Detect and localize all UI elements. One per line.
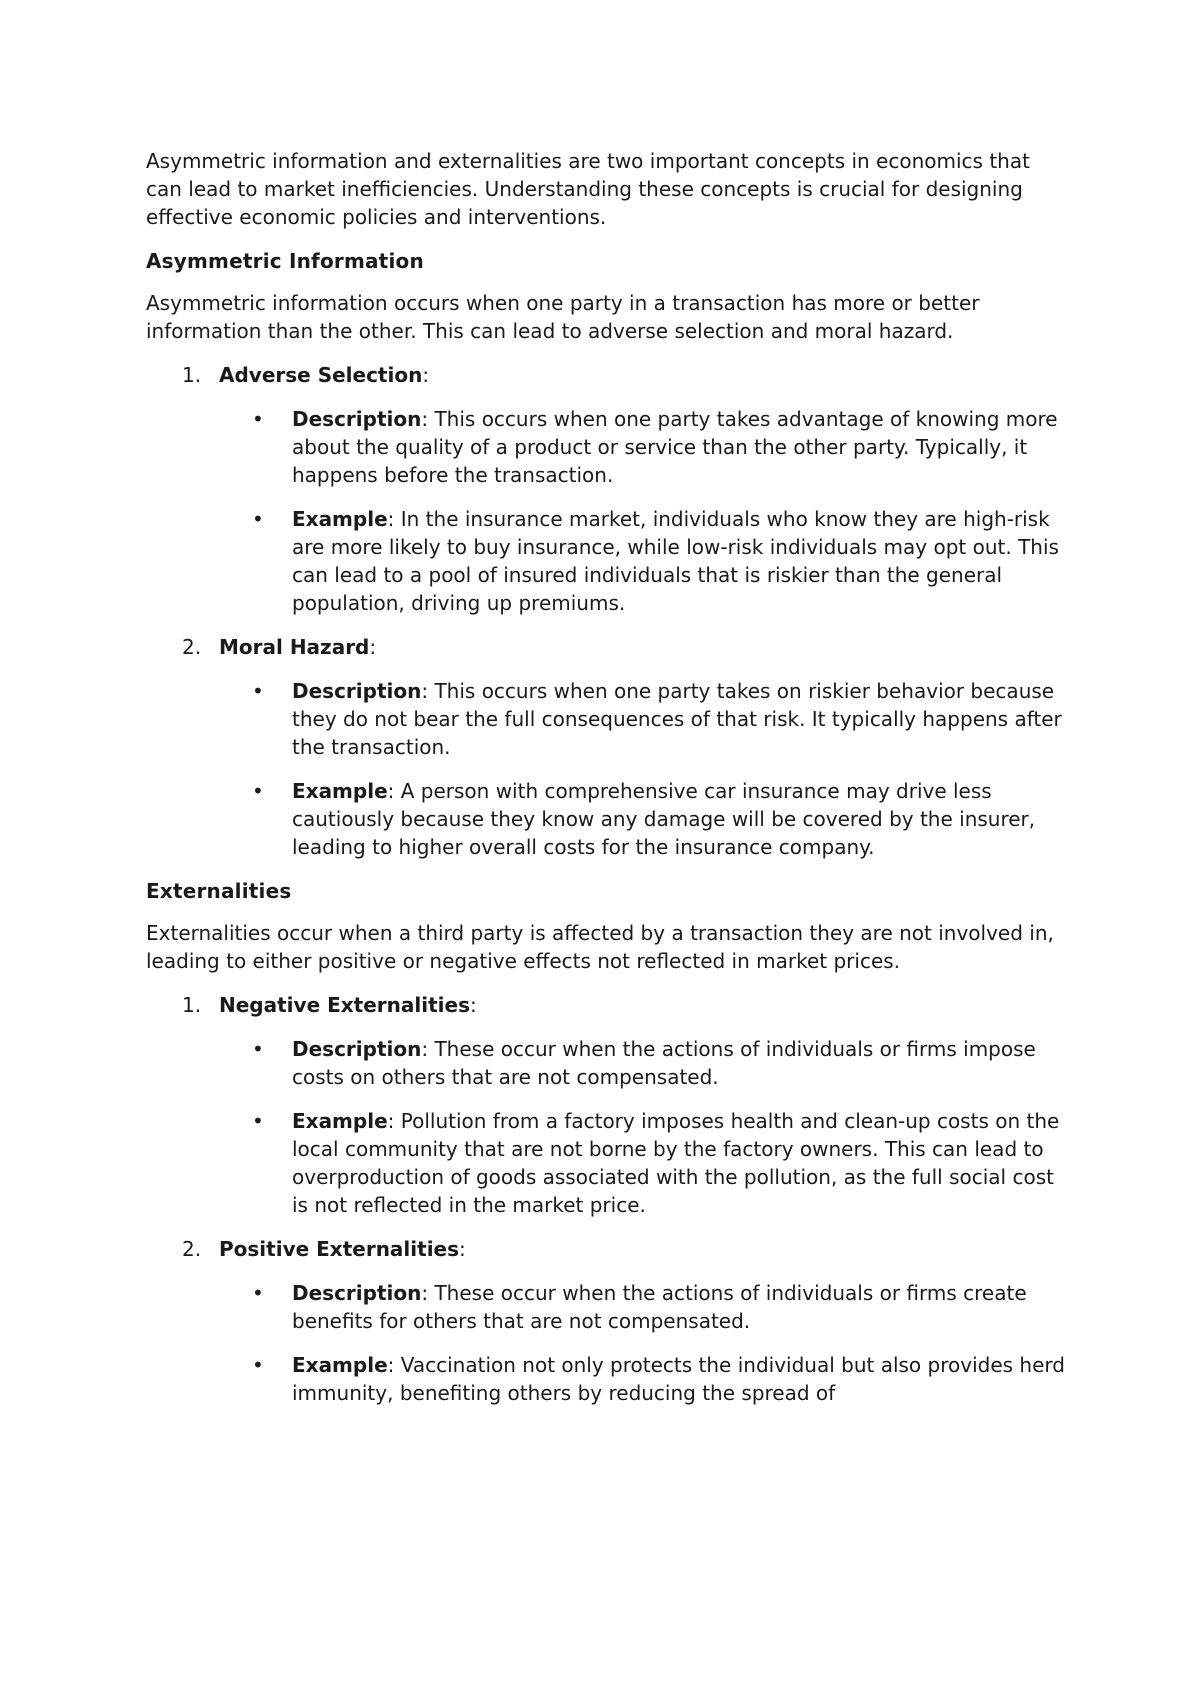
bullet-text: These occur when the actions of individuals or firms create benefits for others that are not compensated.	[292, 1281, 1027, 1333]
bullet-list	[219, 677, 1066, 861]
bullet-text: This occurs when one party takes on riskier behavior because they do not bear the full consequences of that risk. It typically happens after the transaction.	[292, 679, 1062, 759]
bullet-label: Example	[292, 779, 388, 803]
bullet-text: Pollution from a factory imposes health and clean-up costs on the local community that are not borne by the factory owners. This can lead to overproduction of goods associated with the pollution, as the full social cost is not reflected in the market price.	[292, 1109, 1060, 1217]
bullet-description: • Description: This occurs when one party takes advantage of knowing more about the quality of a product or service than the other party. Typically, it happens before the transaction.	[252, 407, 1058, 487]
bullet-list	[219, 405, 1066, 617]
asymmetric-information-paragraph: Asymmetric information occurs when one party in a transaction has more or better information than the other. This can lead to adverse selection and moral hazard.	[146, 291, 980, 343]
bullet-list	[219, 1279, 1066, 1407]
bullet-icon: •	[252, 1109, 264, 1133]
subsection-title: Adverse Selection:	[219, 363, 430, 387]
bullet-label: Description	[292, 407, 422, 431]
document-page	[146, 147, 1066, 1423]
bullet-label: Example	[292, 1109, 388, 1133]
bullet-label: Example	[292, 507, 388, 531]
bullet-description: • Description: These occur when the actions of individuals or firms impose costs on others that are not compensated.	[252, 1037, 1036, 1089]
bullet-text: Vaccination not only protects the individual but also provides herd immunity, benefiting others by reducing the spread of	[292, 1353, 1065, 1405]
bullet-example: • Example: In the insurance market, individuals who know they are high-risk are more likely to buy insurance, while low-risk individuals may opt out. This can lead to a pool of insured individuals that is riskier than the general population, driving up premiums.	[252, 507, 1059, 615]
list-item-moral-hazard	[146, 633, 1066, 861]
externalities-paragraph: Externalities occur when a third party is affected by a transaction they are not involved in, leading to either positive or negative effects not reflected in market prices.	[146, 921, 1054, 973]
asymmetric-information-list	[146, 361, 1066, 861]
bullet-icon: •	[252, 1281, 264, 1305]
subsection-title: Moral Hazard:	[219, 635, 377, 659]
list-number: 1.	[182, 363, 202, 387]
subsection-title: Positive Externalities:	[219, 1237, 466, 1261]
bullet-text: These occur when the actions of individuals or firms impose costs on others that are not compensated.	[292, 1037, 1036, 1089]
bullet-icon: •	[252, 779, 264, 803]
bullet-icon: •	[252, 1037, 264, 1061]
bullet-list	[219, 1035, 1066, 1219]
bullet-icon: •	[252, 407, 264, 431]
bullet-text: In the insurance market, individuals who know they are high-risk are more likely to buy insurance, while low-risk individuals may opt out. This can lead to a pool of insured individuals that is riskier than the general population, driving up premiums.	[292, 507, 1059, 615]
bullet-label: Description	[292, 679, 422, 703]
bullet-label: Example	[292, 1353, 388, 1377]
list-number: 2.	[182, 635, 202, 659]
list-number: 2.	[182, 1237, 202, 1261]
bullet-example: • Example: Pollution from a factory imposes health and clean-up costs on the local community that are not borne by the factory owners. This can lead to overproduction of goods associated with the pollution, as the full social cost is not reflected in the market price.	[252, 1109, 1060, 1217]
section-heading-externalities: Externalities	[146, 879, 292, 903]
bullet-description: • Description: This occurs when one party takes on riskier behavior because they do not bear the full consequences of that risk. It typically happens after the transaction.	[252, 679, 1062, 759]
bullet-text: A person with comprehensive car insurance may drive less cautiously because they know any damage will be covered by the insurer, leading to higher overall costs for the insurance company.	[292, 779, 1036, 859]
bullet-description: • Description: These occur when the actions of individuals or firms create benefits for others that are not compensated.	[252, 1281, 1027, 1333]
list-number: 1.	[182, 993, 202, 1017]
bullet-icon: •	[252, 679, 264, 703]
list-item-negative-externalities	[146, 991, 1066, 1219]
externalities-list	[146, 991, 1066, 1407]
bullet-text: This occurs when one party takes advantage of knowing more about the quality of a product or service than the other party. Typically, it happens before the transaction.	[292, 407, 1058, 487]
list-item-positive-externalities	[146, 1235, 1066, 1407]
section-heading-asymmetric-information: Asymmetric Information	[146, 249, 424, 273]
subsection-title: Negative Externalities:	[219, 993, 477, 1017]
bullet-icon: •	[252, 507, 264, 531]
bullet-label: Description	[292, 1037, 422, 1061]
intro-paragraph: Asymmetric information and externalities are two important concepts in economics that can lead to market inefficiencies. Understanding these concepts is crucial for designing effective economic policies and interventions.	[146, 149, 1030, 229]
bullet-label: Description	[292, 1281, 422, 1305]
bullet-example: • Example: Vaccination not only protects the individual but also provides herd immunity, benefiting others by reducing the spread of	[252, 1353, 1065, 1405]
bullet-example: • Example: A person with comprehensive car insurance may drive less cautiously because they know any damage will be covered by the insurer, leading to higher overall costs for the insurance company.	[252, 779, 1036, 859]
bullet-icon: •	[252, 1353, 264, 1377]
list-item-adverse-selection	[146, 361, 1066, 617]
